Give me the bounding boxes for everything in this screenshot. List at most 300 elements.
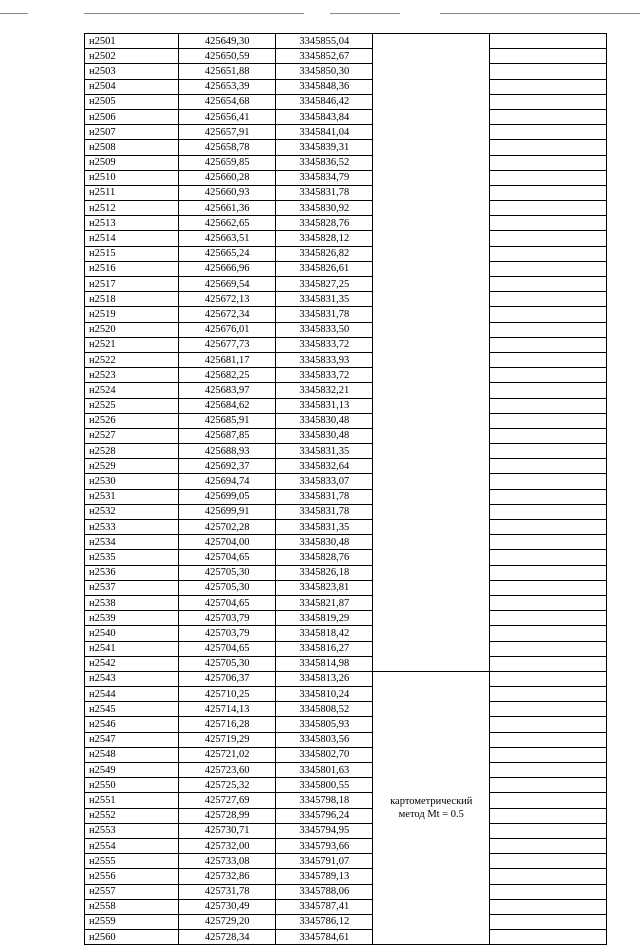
y-coordinate-cell: 3345831,35	[276, 520, 373, 535]
x-coordinate-cell: 425688,93	[179, 444, 276, 459]
notes-cell	[490, 277, 607, 292]
table-row	[85, 778, 607, 793]
point-id-cell: н2523	[85, 368, 179, 383]
table-row	[85, 869, 607, 884]
notes-cell	[490, 595, 607, 610]
y-coordinate-cell: 3345831,35	[276, 292, 373, 307]
notes-cell	[490, 170, 607, 185]
point-id-cell: н2513	[85, 216, 179, 231]
point-id-cell: н2540	[85, 626, 179, 641]
y-coordinate-cell: 3345791,07	[276, 854, 373, 869]
notes-cell	[490, 580, 607, 595]
x-coordinate-cell: 425732,00	[179, 838, 276, 853]
point-id-cell: н2550	[85, 778, 179, 793]
notes-cell	[490, 914, 607, 929]
point-id-cell: н2552	[85, 808, 179, 823]
point-id-cell: н2501	[85, 34, 179, 49]
method-cell-empty	[373, 34, 490, 672]
table-row	[85, 732, 607, 747]
table-row	[85, 899, 607, 914]
x-coordinate-cell: 425728,34	[179, 930, 276, 945]
table-row	[85, 702, 607, 717]
y-coordinate-cell: 3345830,92	[276, 201, 373, 216]
table-row	[85, 763, 607, 778]
table-row	[85, 337, 607, 352]
y-coordinate-cell: 3345802,70	[276, 747, 373, 762]
y-coordinate-cell: 3345831,78	[276, 489, 373, 504]
point-id-cell: н2545	[85, 702, 179, 717]
table-row	[85, 808, 607, 823]
point-id-cell: н2557	[85, 884, 179, 899]
x-coordinate-cell: 425703,79	[179, 611, 276, 626]
method-cell	[373, 671, 490, 944]
table-row	[85, 747, 607, 762]
point-id-cell: н2551	[85, 793, 179, 808]
x-coordinate-cell: 425660,93	[179, 185, 276, 200]
notes-cell	[490, 702, 607, 717]
y-coordinate-cell: 3345836,52	[276, 155, 373, 170]
x-coordinate-cell: 425728,99	[179, 808, 276, 823]
table-row	[85, 489, 607, 504]
x-coordinate-cell: 425703,79	[179, 626, 276, 641]
table-row	[85, 261, 607, 276]
y-coordinate-cell: 3345819,29	[276, 611, 373, 626]
notes-cell	[490, 687, 607, 702]
point-id-cell: н2543	[85, 671, 179, 686]
notes-cell	[490, 307, 607, 322]
x-coordinate-cell: 425723,60	[179, 763, 276, 778]
x-coordinate-cell: 425706,37	[179, 671, 276, 686]
point-id-cell: н2554	[85, 838, 179, 853]
y-coordinate-cell: 3345832,64	[276, 459, 373, 474]
notes-cell	[490, 793, 607, 808]
point-id-cell: н2515	[85, 246, 179, 261]
table-row	[85, 884, 607, 899]
y-coordinate-cell: 3345816,27	[276, 641, 373, 656]
notes-cell	[490, 337, 607, 352]
y-coordinate-cell: 3345794,95	[276, 823, 373, 838]
point-id-cell: н2519	[85, 307, 179, 322]
notes-cell	[490, 550, 607, 565]
x-coordinate-cell: 425665,24	[179, 246, 276, 261]
y-coordinate-cell: 3345828,12	[276, 231, 373, 246]
point-id-cell: н2504	[85, 79, 179, 94]
table-row	[85, 307, 607, 322]
table-row	[85, 398, 607, 413]
point-id-cell: н2534	[85, 535, 179, 550]
table-row	[85, 79, 607, 94]
table-row	[85, 535, 607, 550]
y-coordinate-cell: 3345846,42	[276, 94, 373, 109]
point-id-cell: н2538	[85, 595, 179, 610]
notes-cell	[490, 474, 607, 489]
x-coordinate-cell: 425663,51	[179, 231, 276, 246]
x-coordinate-cell: 425683,97	[179, 383, 276, 398]
notes-cell	[490, 611, 607, 626]
notes-cell	[490, 626, 607, 641]
x-coordinate-cell: 425730,49	[179, 899, 276, 914]
table-row	[85, 459, 607, 474]
notes-cell	[490, 778, 607, 793]
point-id-cell: н2503	[85, 64, 179, 79]
x-coordinate-cell: 425676,01	[179, 322, 276, 337]
y-coordinate-cell: 3345830,48	[276, 428, 373, 443]
x-coordinate-cell: 425705,30	[179, 656, 276, 671]
notes-cell	[490, 383, 607, 398]
point-id-cell: н2517	[85, 277, 179, 292]
point-id-cell: н2541	[85, 641, 179, 656]
point-id-cell: н2524	[85, 383, 179, 398]
table-row	[85, 444, 607, 459]
y-coordinate-cell: 3345813,26	[276, 671, 373, 686]
notes-cell	[490, 717, 607, 732]
x-coordinate-cell: 425660,28	[179, 170, 276, 185]
y-coordinate-cell: 3345821,87	[276, 595, 373, 610]
table-row	[85, 595, 607, 610]
x-coordinate-cell: 425692,37	[179, 459, 276, 474]
table-row	[85, 125, 607, 140]
y-coordinate-cell: 3345850,30	[276, 64, 373, 79]
table-row	[85, 155, 607, 170]
x-coordinate-cell: 425699,05	[179, 489, 276, 504]
notes-cell	[490, 216, 607, 231]
notes-cell	[490, 747, 607, 762]
x-coordinate-cell: 425729,20	[179, 914, 276, 929]
point-id-cell: н2535	[85, 550, 179, 565]
notes-cell	[490, 504, 607, 519]
method-line-2: метод Mt = 0.5	[398, 809, 464, 821]
x-coordinate-cell: 425731,78	[179, 884, 276, 899]
method-line-1: картометрический	[390, 796, 473, 808]
point-id-cell: н2542	[85, 656, 179, 671]
y-coordinate-cell: 3345818,42	[276, 626, 373, 641]
point-id-cell: н2527	[85, 428, 179, 443]
y-coordinate-cell: 3345805,93	[276, 717, 373, 732]
notes-cell	[490, 884, 607, 899]
y-coordinate-cell: 3345843,84	[276, 109, 373, 124]
point-id-cell: н2502	[85, 49, 179, 64]
y-coordinate-cell: 3345832,21	[276, 383, 373, 398]
notes-cell	[490, 64, 607, 79]
x-coordinate-cell: 425721,02	[179, 747, 276, 762]
point-id-cell: н2547	[85, 732, 179, 747]
point-id-cell: н2536	[85, 565, 179, 580]
x-coordinate-cell: 425649,30	[179, 34, 276, 49]
point-id-cell: н2548	[85, 747, 179, 762]
y-coordinate-cell: 3345833,50	[276, 322, 373, 337]
point-id-cell: н2530	[85, 474, 179, 489]
y-coordinate-cell: 3345788,06	[276, 884, 373, 899]
point-id-cell: н2546	[85, 717, 179, 732]
notes-cell	[490, 823, 607, 838]
notes-cell	[490, 185, 607, 200]
y-coordinate-cell: 3345839,31	[276, 140, 373, 155]
header-rule	[84, 13, 304, 14]
x-coordinate-cell: 425684,62	[179, 398, 276, 413]
notes-cell	[490, 94, 607, 109]
notes-cell	[490, 671, 607, 686]
x-coordinate-cell: 425727,69	[179, 793, 276, 808]
table-row	[85, 656, 607, 671]
point-id-cell: н2508	[85, 140, 179, 155]
notes-cell	[490, 459, 607, 474]
x-coordinate-cell: 425672,34	[179, 307, 276, 322]
table-row	[85, 504, 607, 519]
point-id-cell: н2537	[85, 580, 179, 595]
table-row	[85, 565, 607, 580]
y-coordinate-cell: 3345814,98	[276, 656, 373, 671]
table-row	[85, 49, 607, 64]
point-id-cell: н2532	[85, 504, 179, 519]
x-coordinate-cell: 425705,30	[179, 565, 276, 580]
point-id-cell: н2507	[85, 125, 179, 140]
point-id-cell: н2525	[85, 398, 179, 413]
notes-cell	[490, 413, 607, 428]
notes-cell	[490, 656, 607, 671]
notes-cell	[490, 201, 607, 216]
table-row	[85, 94, 607, 109]
notes-cell	[490, 261, 607, 276]
notes-cell	[490, 899, 607, 914]
y-coordinate-cell: 3345828,76	[276, 216, 373, 231]
x-coordinate-cell: 425672,13	[179, 292, 276, 307]
x-coordinate-cell: 425699,91	[179, 504, 276, 519]
y-coordinate-cell: 3345784,61	[276, 930, 373, 945]
y-coordinate-cell: 3345800,55	[276, 778, 373, 793]
table-row	[85, 322, 607, 337]
y-coordinate-cell: 3345808,52	[276, 702, 373, 717]
x-coordinate-cell: 425702,28	[179, 520, 276, 535]
x-coordinate-cell: 425705,30	[179, 580, 276, 595]
notes-cell	[490, 246, 607, 261]
point-id-cell: н2556	[85, 869, 179, 884]
point-id-cell: н2559	[85, 914, 179, 929]
x-coordinate-cell: 425657,91	[179, 125, 276, 140]
x-coordinate-cell: 425710,25	[179, 687, 276, 702]
table-row	[85, 914, 607, 929]
point-id-cell: н2529	[85, 459, 179, 474]
x-coordinate-cell: 425661,36	[179, 201, 276, 216]
x-coordinate-cell: 425654,68	[179, 94, 276, 109]
y-coordinate-cell: 3345801,63	[276, 763, 373, 778]
x-coordinate-cell: 425650,59	[179, 49, 276, 64]
y-coordinate-cell: 3345826,82	[276, 246, 373, 261]
table-row	[85, 34, 607, 49]
point-id-cell: н2505	[85, 94, 179, 109]
notes-cell	[490, 732, 607, 747]
table-row	[85, 580, 607, 595]
y-coordinate-cell: 3345831,35	[276, 444, 373, 459]
point-id-cell: н2512	[85, 201, 179, 216]
y-coordinate-cell: 3345827,25	[276, 277, 373, 292]
table-row	[85, 277, 607, 292]
point-id-cell: н2558	[85, 899, 179, 914]
table-row	[85, 201, 607, 216]
x-coordinate-cell: 425656,41	[179, 109, 276, 124]
table-row	[85, 170, 607, 185]
table-row	[85, 109, 607, 124]
table-row	[85, 231, 607, 246]
point-id-cell: н2520	[85, 322, 179, 337]
x-coordinate-cell: 425704,00	[179, 535, 276, 550]
table-row	[85, 216, 607, 231]
x-coordinate-cell: 425732,86	[179, 869, 276, 884]
y-coordinate-cell: 3345826,18	[276, 565, 373, 580]
notes-cell	[490, 109, 607, 124]
x-coordinate-cell: 425681,17	[179, 352, 276, 367]
table-row	[85, 64, 607, 79]
notes-cell	[490, 155, 607, 170]
table-row	[85, 474, 607, 489]
header-rule	[330, 13, 400, 14]
x-coordinate-cell: 425716,28	[179, 717, 276, 732]
point-id-cell: н2522	[85, 352, 179, 367]
notes-cell	[490, 854, 607, 869]
table-row	[85, 292, 607, 307]
x-coordinate-cell: 425658,78	[179, 140, 276, 155]
table-row	[85, 823, 607, 838]
x-coordinate-cell: 425677,73	[179, 337, 276, 352]
table-row	[85, 413, 607, 428]
table-row	[85, 368, 607, 383]
x-coordinate-cell: 425704,65	[179, 550, 276, 565]
point-id-cell: н2521	[85, 337, 179, 352]
notes-cell	[490, 34, 607, 49]
table-row	[85, 383, 607, 398]
header-rule	[440, 13, 640, 14]
x-coordinate-cell: 425682,25	[179, 368, 276, 383]
y-coordinate-cell: 3345831,78	[276, 185, 373, 200]
y-coordinate-cell: 3345833,72	[276, 337, 373, 352]
y-coordinate-cell: 3345803,56	[276, 732, 373, 747]
table-row	[85, 352, 607, 367]
notes-cell	[490, 125, 607, 140]
notes-cell	[490, 930, 607, 945]
point-id-cell: н2555	[85, 854, 179, 869]
x-coordinate-cell: 425730,71	[179, 823, 276, 838]
y-coordinate-cell: 3345831,13	[276, 398, 373, 413]
point-id-cell: н2510	[85, 170, 179, 185]
point-id-cell: н2531	[85, 489, 179, 504]
point-id-cell: н2528	[85, 444, 179, 459]
x-coordinate-cell: 425651,88	[179, 64, 276, 79]
y-coordinate-cell: 3345841,04	[276, 125, 373, 140]
notes-cell	[490, 49, 607, 64]
notes-cell	[490, 79, 607, 94]
point-id-cell: н2509	[85, 155, 179, 170]
x-coordinate-cell: 425687,85	[179, 428, 276, 443]
x-coordinate-cell: 425714,13	[179, 702, 276, 717]
table-row	[85, 854, 607, 869]
x-coordinate-cell: 425669,54	[179, 277, 276, 292]
y-coordinate-cell: 3345826,61	[276, 261, 373, 276]
notes-cell	[490, 565, 607, 580]
table-row	[85, 185, 607, 200]
y-coordinate-cell: 3345833,72	[276, 368, 373, 383]
point-id-cell: н2549	[85, 763, 179, 778]
notes-cell	[490, 808, 607, 823]
x-coordinate-cell: 425733,08	[179, 854, 276, 869]
notes-cell	[490, 292, 607, 307]
y-coordinate-cell: 3345855,04	[276, 34, 373, 49]
table-row	[85, 687, 607, 702]
notes-cell	[490, 231, 607, 246]
point-id-cell: н2518	[85, 292, 179, 307]
y-coordinate-cell: 3345793,66	[276, 838, 373, 853]
y-coordinate-cell: 3345787,41	[276, 899, 373, 914]
notes-cell	[490, 520, 607, 535]
table-row	[85, 611, 607, 626]
x-coordinate-cell: 425704,65	[179, 641, 276, 656]
table-row	[85, 520, 607, 535]
y-coordinate-cell: 3345798,18	[276, 793, 373, 808]
header-rule	[0, 13, 28, 14]
notes-cell	[490, 535, 607, 550]
y-coordinate-cell: 3345810,24	[276, 687, 373, 702]
table-row	[85, 550, 607, 565]
y-coordinate-cell: 3345833,07	[276, 474, 373, 489]
table-row	[85, 641, 607, 656]
point-id-cell: н2533	[85, 520, 179, 535]
notes-cell	[490, 352, 607, 367]
point-id-cell: н2539	[85, 611, 179, 626]
point-id-cell: н2514	[85, 231, 179, 246]
x-coordinate-cell: 425653,39	[179, 79, 276, 94]
notes-cell	[490, 322, 607, 337]
table-row	[85, 140, 607, 155]
y-coordinate-cell: 3345834,79	[276, 170, 373, 185]
point-id-cell: н2560	[85, 930, 179, 945]
y-coordinate-cell: 3345823,81	[276, 580, 373, 595]
point-id-cell: н2544	[85, 687, 179, 702]
notes-cell	[490, 398, 607, 413]
notes-cell	[490, 838, 607, 853]
y-coordinate-cell: 3345830,48	[276, 535, 373, 550]
table-row	[85, 428, 607, 443]
x-coordinate-cell: 425725,32	[179, 778, 276, 793]
notes-cell	[490, 641, 607, 656]
x-coordinate-cell: 425662,65	[179, 216, 276, 231]
notes-cell	[490, 489, 607, 504]
y-coordinate-cell: 3345831,78	[276, 504, 373, 519]
x-coordinate-cell: 425704,65	[179, 595, 276, 610]
y-coordinate-cell: 3345828,76	[276, 550, 373, 565]
x-coordinate-cell: 425719,29	[179, 732, 276, 747]
table-row	[85, 793, 607, 808]
y-coordinate-cell: 3345796,24	[276, 808, 373, 823]
table-row	[85, 626, 607, 641]
x-coordinate-cell: 425659,85	[179, 155, 276, 170]
y-coordinate-cell: 3345786,12	[276, 914, 373, 929]
point-id-cell: н2511	[85, 185, 179, 200]
y-coordinate-cell: 3345852,67	[276, 49, 373, 64]
coordinates-table	[84, 33, 607, 945]
y-coordinate-cell: 3345789,13	[276, 869, 373, 884]
table-row	[85, 246, 607, 261]
x-coordinate-cell: 425694,74	[179, 474, 276, 489]
notes-cell	[490, 763, 607, 778]
point-id-cell: н2506	[85, 109, 179, 124]
notes-cell	[490, 444, 607, 459]
x-coordinate-cell: 425685,91	[179, 413, 276, 428]
y-coordinate-cell: 3345833,93	[276, 352, 373, 367]
notes-cell	[490, 869, 607, 884]
table-row	[85, 671, 607, 686]
point-id-cell: н2526	[85, 413, 179, 428]
y-coordinate-cell: 3345831,78	[276, 307, 373, 322]
y-coordinate-cell: 3345848,36	[276, 79, 373, 94]
x-coordinate-cell: 425666,96	[179, 261, 276, 276]
